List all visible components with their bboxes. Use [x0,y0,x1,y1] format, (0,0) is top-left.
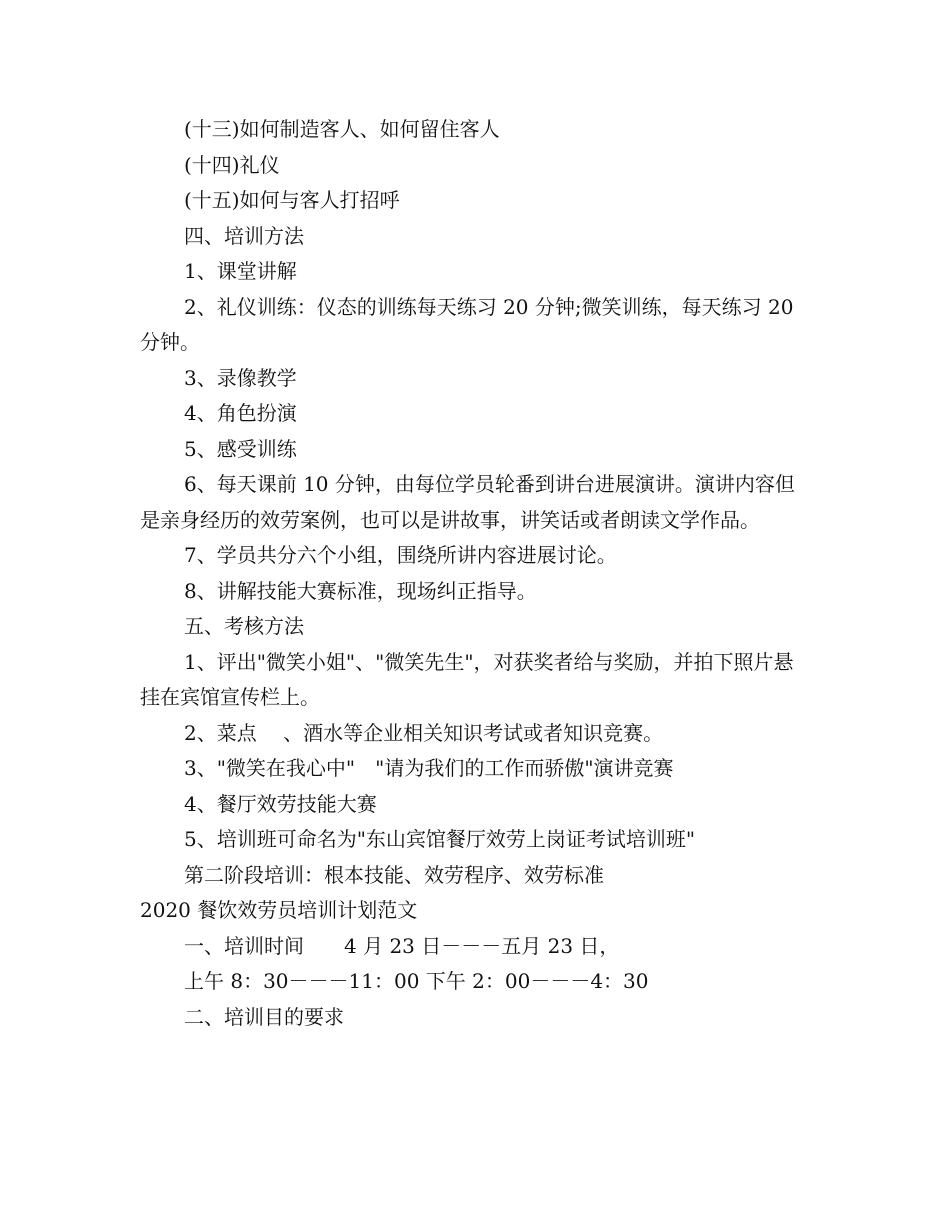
list-item: 2、礼仪训练：仪态的训练每天练习 20 分钟;微笑训练，每天练习 20 分钟。 [140,294,794,354]
list-item: (十四)礼仪 [184,152,280,177]
list-item: 1、课堂讲解 [184,259,297,283]
section-heading: 四、培训方法 [184,223,304,248]
list-item: 3、"微笑在我心中" "请为我们的工作而骄傲"演讲竞赛 [184,756,674,780]
list-item: 8、讲解技能大赛标准，现场纠正指导。 [184,578,537,603]
list-item: 4、餐厅效劳技能大赛 [184,791,377,816]
document-body [140,112,812,1035]
list-item: 2、菜点 、酒水等企业相关知识考试或者知识竞赛。 [184,720,664,745]
list-item: (十五)如何与客人打招呼 [184,188,400,212]
section-heading: 一、培训时间 4 月 23 日－－－五月 23 日， [184,933,620,958]
list-item: 1、评出"微笑小姐"、"微笑先生"，对获奖者给与奖励，并拍下照片悬挂在宾馆宣传栏上。 [140,649,794,709]
document-title: 2020 餐饮效劳员培训计划范文 [140,898,418,922]
list-item: 4、角色扮演 [184,401,297,425]
list-item: 7、学员共分六个小组，围绕所讲内容进展讨论。 [184,543,617,567]
list-item: 5、培训班可命名为"东山宾馆餐厅效劳上岗证考试培训班" [184,827,696,851]
section-heading: 五、考核方法 [184,614,304,638]
list-item: (十三)如何制造客人、如何留住客人 [184,117,500,141]
section-heading: 二、培训目的要求 [184,1004,344,1029]
list-item: 上午 8：30－－－11：00 下午 2：00－－－4：30 [184,969,649,993]
section-heading: 第二阶段培训：根本技能、效劳程序、效劳标准 [184,862,604,887]
list-item: 6、每天课前 10 分钟，由每位学员轮番到讲台进展演讲。演讲内容但是亲身经历的效劳案例，也可以是讲故事，讲笑话或者朗读文学作品。 [140,472,795,532]
list-item: 5、感受训练 [184,436,297,461]
list-item: 3、录像教学 [184,365,297,390]
